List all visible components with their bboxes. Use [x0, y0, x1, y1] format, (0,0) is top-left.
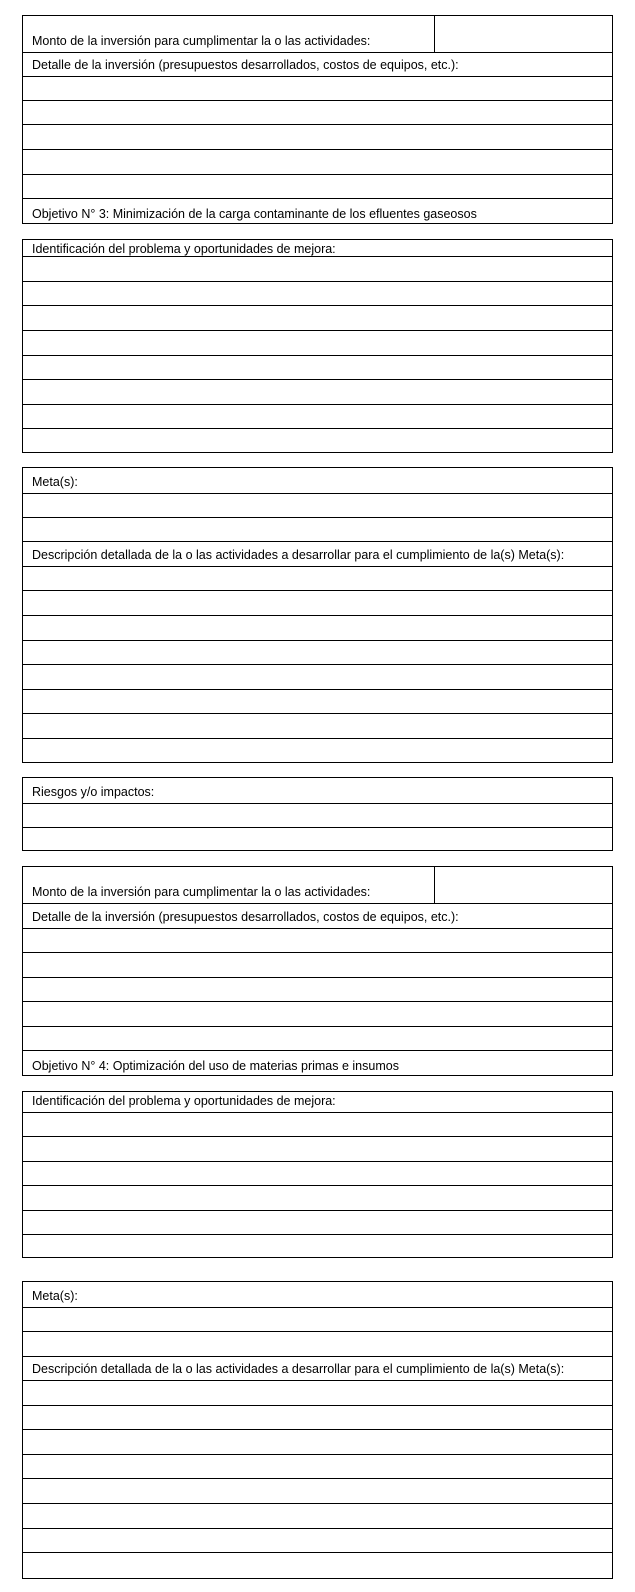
- blank-line[interactable]: [23, 428, 612, 454]
- blank-line[interactable]: [23, 355, 612, 379]
- blank-line[interactable]: [23, 1234, 612, 1259]
- blank-line[interactable]: [23, 1026, 612, 1050]
- identificacion-row: [23, 1092, 612, 1112]
- meta-label: Meta(s):: [32, 475, 78, 489]
- monto-value-field[interactable]: [434, 16, 612, 52]
- blank-line[interactable]: [23, 100, 612, 124]
- blank-line[interactable]: [23, 1136, 612, 1161]
- identificacion-row: [23, 240, 612, 256]
- objetivo-title: Objetivo N° 4: Optimización del uso de materias primas e insumos: [32, 1059, 399, 1073]
- blank-line[interactable]: [23, 689, 612, 713]
- blank-line[interactable]: [23, 256, 612, 281]
- blank-line[interactable]: [23, 713, 612, 738]
- blank-line[interactable]: [23, 977, 612, 1001]
- blank-line[interactable]: [23, 640, 612, 664]
- blank-line[interactable]: [23, 1380, 612, 1405]
- objetivo-row: [23, 198, 612, 225]
- identificacion-section-2: [22, 1091, 613, 1258]
- identificacion-label: Identificación del problema y oportunidades de mejora:: [32, 242, 336, 256]
- blank-line[interactable]: [23, 1112, 612, 1136]
- riesgos-row: [23, 778, 612, 803]
- monto-row: [23, 16, 612, 52]
- monto-value-field[interactable]: [434, 867, 612, 903]
- blank-line[interactable]: [23, 1210, 612, 1234]
- blank-line[interactable]: [23, 1331, 612, 1356]
- blank-line[interactable]: [23, 1528, 612, 1552]
- meta-row: [23, 468, 612, 493]
- monto-label: Monto de la inversión para cumplimentar la o las actividades:: [32, 885, 371, 899]
- descripcion-row: [23, 541, 612, 566]
- blank-line[interactable]: [23, 566, 612, 590]
- blank-line[interactable]: [23, 664, 612, 689]
- blank-line[interactable]: [23, 1185, 612, 1210]
- blank-line[interactable]: [23, 149, 612, 174]
- monto-row: [23, 867, 612, 903]
- descripcion-label: Descripción detallada de la o las actividades a desarrollar para el cumplimiento de la(s) Meta(s):: [32, 1362, 565, 1376]
- detalle-row: [23, 903, 612, 928]
- blank-line[interactable]: [23, 330, 612, 355]
- blank-line[interactable]: [23, 174, 612, 198]
- meta-section-2: [22, 1281, 613, 1579]
- detalle-label: Detalle de la inversión (presupuestos desarrollados, costos de equipos, etc.):: [32, 910, 459, 924]
- objetivo-row: [23, 1050, 612, 1077]
- detalle-label: Detalle de la inversión (presupuestos desarrollados, costos de equipos, etc.):: [32, 58, 459, 72]
- blank-line[interactable]: [23, 738, 612, 764]
- blank-line[interactable]: [23, 1001, 612, 1026]
- blank-line[interactable]: [23, 379, 612, 404]
- blank-line[interactable]: [23, 827, 612, 852]
- blank-line[interactable]: [23, 1161, 612, 1185]
- blank-line[interactable]: [23, 305, 612, 330]
- blank-line[interactable]: [23, 803, 612, 827]
- blank-line[interactable]: [23, 1405, 612, 1429]
- blank-line[interactable]: [23, 76, 612, 100]
- detalle-row: [23, 52, 612, 76]
- blank-line[interactable]: [23, 1503, 612, 1528]
- blank-line[interactable]: [23, 124, 612, 149]
- objetivo-title: Objetivo N° 3: Minimización de la carga contaminante de los efluentes gaseosos: [32, 207, 477, 221]
- monto-label: Monto de la inversión para cumplimentar la o las actividades:: [32, 34, 371, 48]
- investment-section-2: [22, 866, 613, 1076]
- blank-line[interactable]: [23, 1454, 612, 1478]
- blank-line[interactable]: [23, 1552, 612, 1580]
- meta-label: Meta(s):: [32, 1289, 78, 1303]
- blank-line[interactable]: [23, 517, 612, 541]
- blank-line[interactable]: [23, 493, 612, 517]
- blank-line[interactable]: [23, 281, 612, 305]
- blank-line[interactable]: [23, 928, 612, 952]
- blank-line[interactable]: [23, 404, 612, 428]
- investment-section-1: [22, 15, 613, 224]
- identificacion-section-1: [22, 239, 613, 453]
- riesgos-section: [22, 777, 613, 851]
- identificacion-label: Identificación del problema y oportunidades de mejora:: [32, 1094, 336, 1108]
- blank-line[interactable]: [23, 615, 612, 640]
- riesgos-label: Riesgos y/o impactos:: [32, 785, 155, 799]
- blank-line[interactable]: [23, 1478, 612, 1503]
- meta-row: [23, 1282, 612, 1307]
- descripcion-row: [23, 1356, 612, 1380]
- blank-line[interactable]: [23, 590, 612, 615]
- blank-line[interactable]: [23, 1307, 612, 1331]
- descripcion-label: Descripción detallada de la o las actividades a desarrollar para el cumplimiento de la(s) Meta(s):: [32, 548, 565, 562]
- meta-section-1: [22, 467, 613, 763]
- blank-line[interactable]: [23, 952, 612, 977]
- blank-line[interactable]: [23, 1429, 612, 1454]
